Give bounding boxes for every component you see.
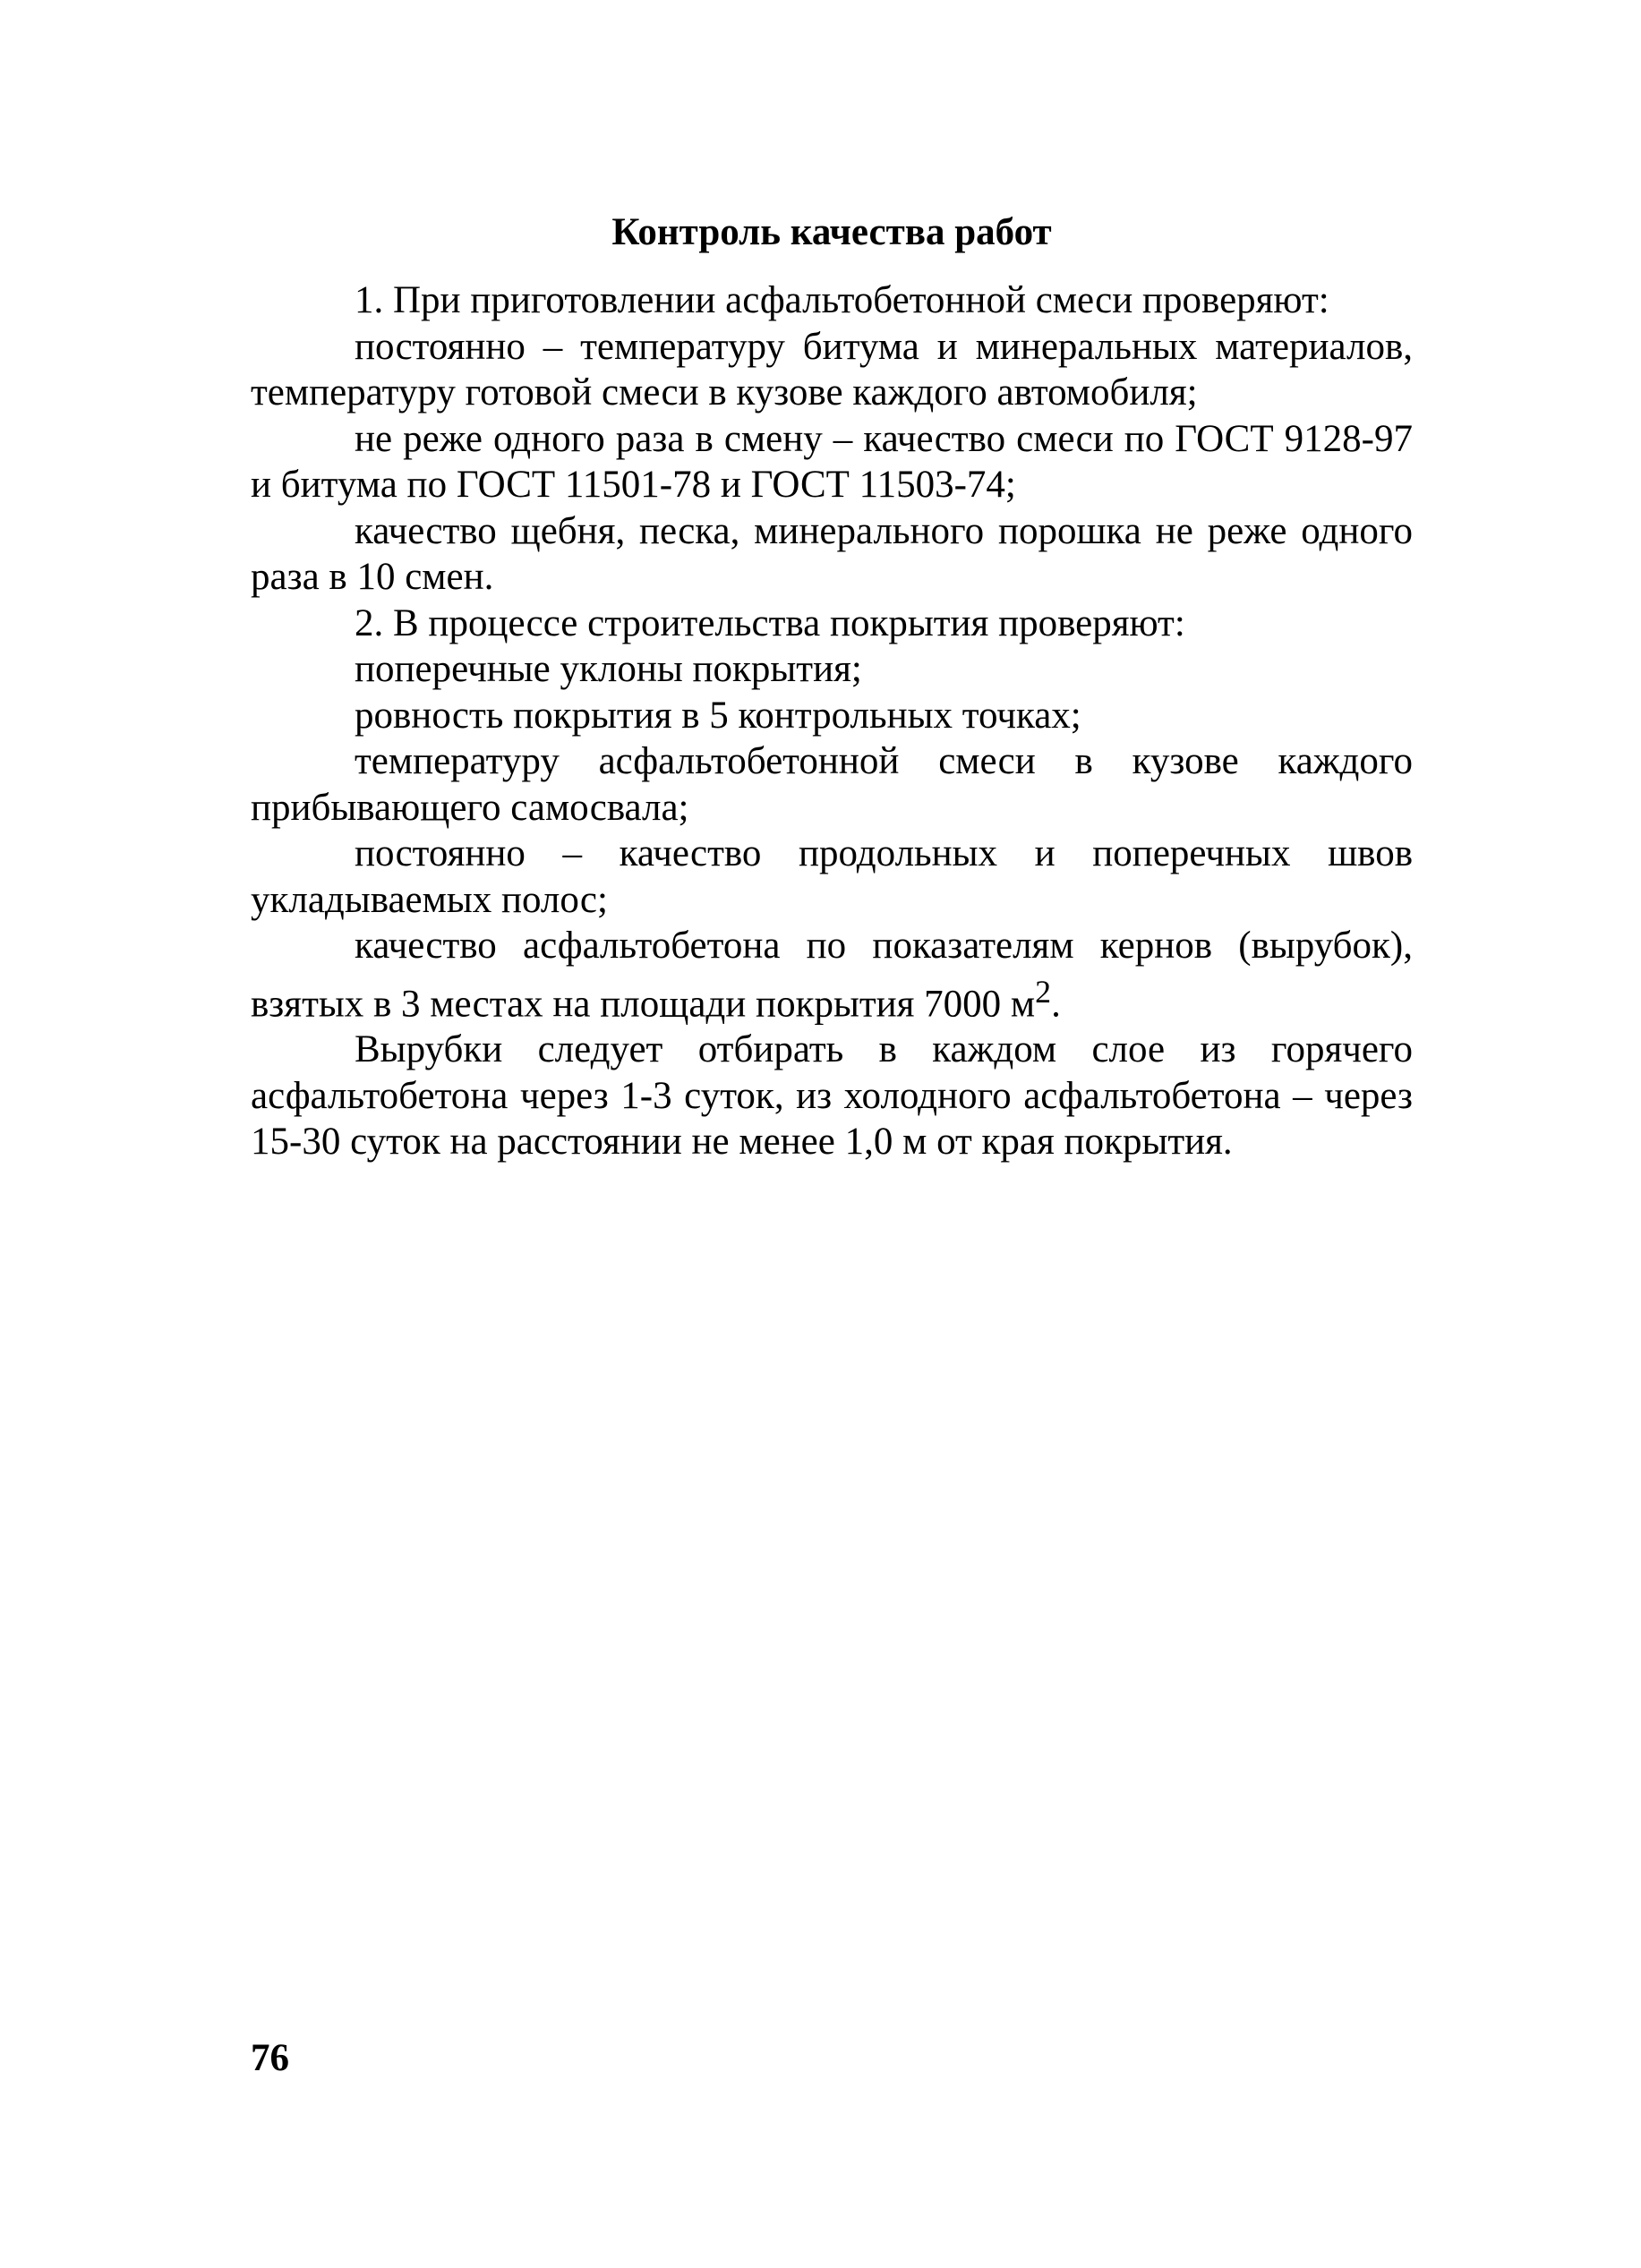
- paragraph-item-4: качество щебня, песка, минерального порошка не реже одного раза в 10 смен.: [251, 509, 1413, 598]
- paragraph-item-7: ровность покрытия в 5 контрольных точках;: [355, 694, 1081, 737]
- paragraph-cores-text: качество асфальтобетона по показателям кернов (вырубок), взятых в 3 местах на площади покрытия 7000 м: [251, 925, 1413, 1025]
- paragraph-cores: [251, 923, 1413, 1027]
- page-number: 76: [251, 2037, 289, 2079]
- paragraph-item-8: температуру асфальтобетонной смеси в кузове каждого прибывающего самосвала;: [251, 740, 1413, 829]
- paragraph-item-3: не реже одного раза в смену – качество смеси по ГОСТ 9128-97 и битума по ГОСТ 11501-78 и ГОСТ 11503-74;: [251, 417, 1413, 506]
- body-text: [251, 277, 1413, 1165]
- section-heading: Контроль качества работ: [611, 211, 1052, 253]
- paragraph-final: Вырубки следует отбирать в каждом слое из горячего асфальтобетона через 1-3 суток, из холодного асфальтобетона – через 15-30 суток на расстоянии не менее 1,0 м от края покрытия.: [251, 1028, 1413, 1164]
- paragraph-item-5: 2. В процессе строительства покрытия проверяют:: [355, 601, 1185, 644]
- paragraph-item-9: постоянно – качество продольных и поперечных швов укладываемых полос;: [251, 832, 1413, 921]
- paragraph-cores-end: .: [1051, 982, 1061, 1025]
- area-unit-superscript: 2: [1035, 973, 1052, 1010]
- paragraph-item-6: поперечные уклоны покрытия;: [355, 648, 862, 690]
- paragraph-item-1: 1. При приготовлении асфальтобетонной смеси проверяют:: [355, 279, 1329, 321]
- paragraph-item-2: постоянно – температуру битума и минеральных материалов, температуру готовой смеси в кузове каждого автомобиля;: [251, 325, 1413, 414]
